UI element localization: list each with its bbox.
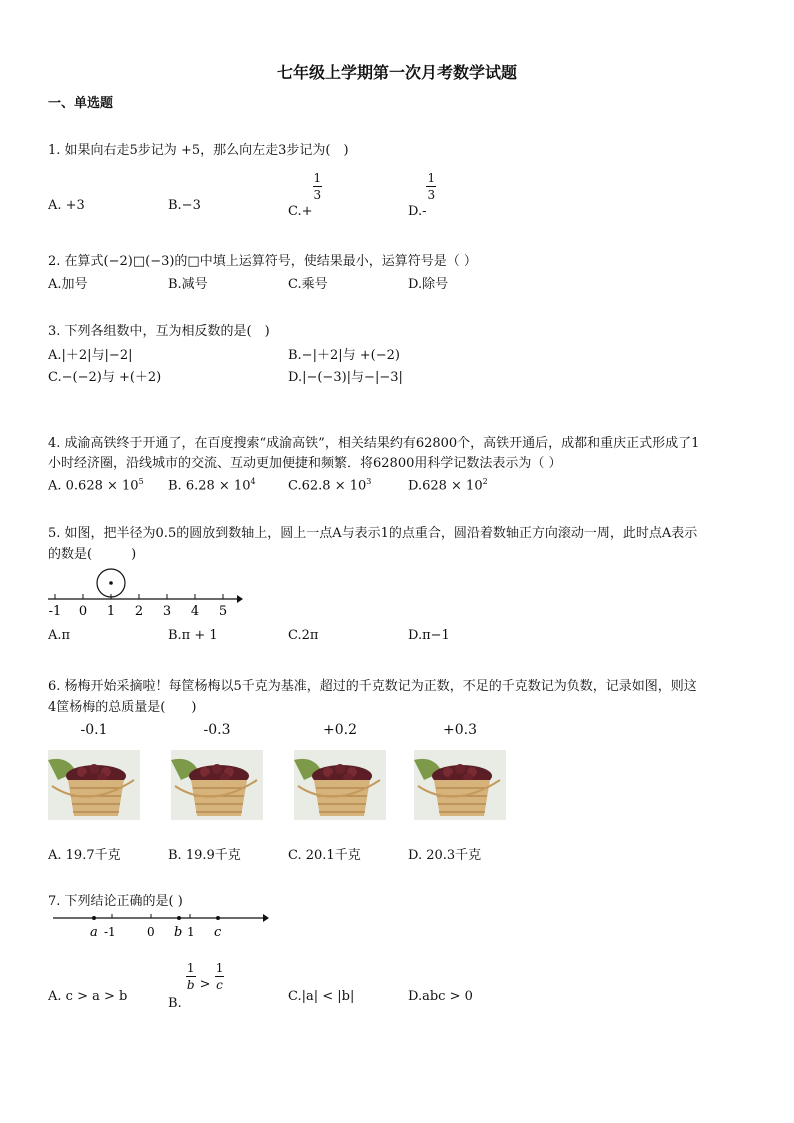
basket-picture-2 [171,722,263,820]
question-5-line-1: 5. 如图，把半径为0.5的圆放到数轴上，圆上一点A与表示1的点重合，圆沿着数轴正方向滚动一周，此时点A表示 [48,526,698,541]
question-1-option-d[interactable] [408,171,436,219]
basket-picture-4 [414,722,506,820]
question-3-stem: 3. 下列各组数中，互为相反数的是( ) [48,324,270,339]
axis-arrow [263,914,269,922]
tick-label: 2 [134,604,144,619]
tick-label: 4 [190,604,200,619]
page-title: 七年级上学期第一次月考数学试题 [276,63,517,82]
denominator: 3 [427,188,436,202]
fraction-1-over-b [186,962,196,991]
point-c [216,916,220,920]
question-6-option-a[interactable]: A. 19.7千克 [48,848,121,863]
question-7-option-c[interactable]: C.|a| < |b| [288,989,355,1004]
question-6-line-2: 4筐杨梅的总质量是( ) [48,700,197,715]
question-2-option-b[interactable]: B.减号 [168,277,208,292]
question-6-option-b[interactable]: B. 19.9千克 [168,848,241,863]
option-base: D.628 × 10 [408,478,483,494]
question-4-option-d[interactable] [408,477,488,493]
question-1-option-c[interactable] [288,171,322,219]
basket-label: +0.2 [323,722,357,738]
basket-label: +0.3 [443,722,477,738]
question-5-option-d[interactable]: D.π−1 [408,628,450,643]
tick-label: -1 [48,604,62,619]
question-2-stem: 2. 在算式(−2)□(−3)的□中填上运算符号，使结果最小，运算符号是（ ） [48,254,477,269]
question-1-option-a[interactable]: A. +3 [48,198,85,213]
option-c-prefix: C.+ [288,204,313,219]
tick-label: 3 [162,604,172,619]
exponent: 3 [366,477,372,486]
question-7-option-d[interactable]: D.abc > 0 [408,989,473,1004]
basket-label: -0.3 [203,722,231,738]
question-4-option-c[interactable] [288,477,371,493]
fraction [313,172,323,201]
q7-number-line [48,910,273,942]
tick-label: 0 [78,604,88,619]
question-3-option-d[interactable]: D.|−(−3)|与−|−3| [288,370,403,385]
numerator: 1 [313,171,322,185]
question-2-option-c[interactable]: C.乘号 [288,277,328,292]
fraction [426,172,436,201]
basket-image [294,750,386,820]
question-1-stem: 1. 如果向右走5步记为 +5，那么向左走3步记为( ) [48,143,349,158]
label-1: 1 [187,925,195,939]
question-5-line-2: 的数是( ) [48,547,137,562]
option-b-prefix: B. [168,996,182,1011]
label-minus-1: -1 [104,925,116,939]
label-a: a [90,925,98,940]
circle-center-dot [109,581,113,585]
question-4-line-1: 4. 成渝高铁终于开通了，在百度搜索“成渝高铁”，相关结果约有62800个，高铁开通后，成都和重庆正式形成了1 [48,436,700,451]
basket-image [414,750,506,820]
numerator: 1 [215,961,224,975]
tick-label: 5 [218,604,228,619]
question-2-option-a[interactable]: A.加号 [48,277,88,292]
basket-picture-3 [294,722,386,820]
question-4-line-2: 小时经济圈，沿线城市的交流、互动更加便捷和频繁．将62800用科学记数法表示为（ ） [48,456,562,471]
question-5-option-a[interactable]: A.π [48,628,71,643]
question-3-option-b[interactable]: B.−|＋2|与 +(−2) [288,348,400,363]
question-6-option-c[interactable]: C. 20.1千克 [288,848,361,863]
exponent: 5 [138,477,144,486]
question-7-option-a[interactable]: A. c > a > b [48,989,128,1004]
numerator: 1 [427,171,436,185]
tick-label: 1 [106,604,116,619]
axis-arrow [237,595,243,603]
question-3-option-c[interactable]: C.−(−2)与 +(＋2) [48,370,162,385]
question-3-option-a[interactable]: A.|＋2|与|−2| [48,348,133,363]
basket-picture-1 [48,722,140,820]
section-heading: 一、单选题 [48,96,114,111]
label-c: c [214,925,222,940]
option-base: B. 6.28 × 10 [168,478,251,494]
question-7-stem: 7. 下列结论正确的是( ) [48,894,183,909]
question-5-option-c[interactable]: C.2π [288,628,319,643]
greater-than-sign: > [199,977,211,992]
question-2-option-d[interactable]: D.除号 [408,277,449,292]
question-6-line-1: 6. 杨梅开始采摘啦！每筐杨梅以5千克为基准，超过的千克数记为正数，不足的千克数记为负数，记录如图，则这 [48,679,697,694]
basket-image [171,750,263,820]
basket-image [48,750,140,820]
denominator: 3 [313,188,322,202]
question-4-option-a[interactable] [48,477,144,493]
option-base: A. 0.628 × 10 [48,478,139,494]
denominator: c [216,978,223,992]
option-base: C.62.8 × 10 [288,478,367,494]
label-b: b [174,925,183,940]
exponent: 4 [250,477,256,486]
denominator: b [186,978,195,992]
option-d-prefix: D.- [408,204,427,219]
question-5-option-b[interactable]: B.π + 1 [168,628,218,643]
number-line-circle-figure [44,565,244,620]
basket-label: -0.1 [80,722,108,738]
label-0: 0 [147,925,155,939]
question-1-option-b[interactable]: B.−3 [168,198,201,213]
question-4-option-b[interactable] [168,477,256,493]
point-a [92,916,96,920]
numerator: 1 [186,961,195,975]
point-b [177,916,181,920]
exponent: 2 [482,477,488,486]
fraction-1-over-c [215,962,225,991]
question-6-option-d[interactable]: D. 20.3千克 [408,848,482,863]
question-7-option-b[interactable] [168,961,224,1011]
